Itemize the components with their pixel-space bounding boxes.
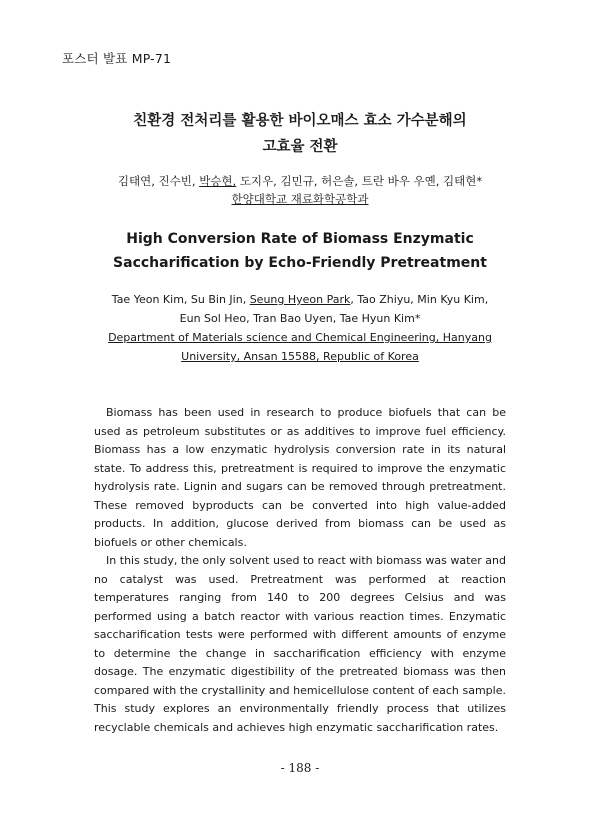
korean-authors-block — [0, 172, 600, 208]
page-number: - 188 - — [280, 761, 320, 775]
english-presenter-name: Seung Hyeon Park — [249, 293, 351, 306]
session-label: 포스터 발표 MP-71 — [62, 51, 172, 66]
english-authors-before: Tae Yeon Kim, Su Bin Jin, — [111, 293, 250, 306]
abstract-paragraph-1: Biomass has been used in research to produce biofuels that can be used as petroleum substitutes or as additives to improve fuel efficiency. Biomass has a low enzymatic hydrolysis conversion rate in its natural state. To address this, pretreatment is required to improve the enzymatic hydrolysis rate. Lignin and sugars can be removed through pretreatment. These removed byproducts can be converted into high value-added products. In addition, glucose derived from biomass can be used as biofuels or other chemicals. — [94, 406, 506, 549]
abstract-paragraph-2: In this study, the only solvent used to react with biomass was water and no catalyst was used. Pretreatment was performed at reaction temperatures ranging from 140 to 200 degrees Celsius and was performed using a batch reactor with various reaction times. Enzymatic saccharification tests were performed with different amounts of enzyme to determine the change in saccharification efficiency with enzyme dosage. The enzymatic digestibility of the pretreated biomass was then compared with the crystallinity and hemicellulose content of each sample. This study explores an environmentally friendly process that utilizes recyclable chemicals and achieves high enzymatic saccharification rates. — [94, 554, 506, 734]
english-title-line2: Saccharification by Echo-Friendly Pretreatment — [113, 255, 487, 271]
korean-title — [0, 108, 600, 160]
korean-authors-before: 김태연, 진수빈, — [117, 174, 200, 188]
english-title-line1: High Conversion Rate of Biomass Enzymatic — [126, 231, 474, 247]
korean-authors-after: 도지우, 김민규, 허은솔, 트란 바우 우옌, 김태현* — [236, 174, 483, 188]
english-affiliation-line2: University, Ansan 15588, Republic of Korea — [181, 350, 419, 363]
english-affiliation-line1: Department of Materials science and Chemical Engineering, Hanyang — [108, 331, 492, 344]
korean-presenter-name: 박승현, — [199, 174, 237, 188]
english-authors-line2: Eun Sol Heo, Tran Bao Uyen, Tae Hyun Kim* — [179, 312, 421, 325]
korean-title-line1: 친환경 전처리를 활용한 바이오매스 효소 가수분해의 — [133, 113, 467, 129]
english-authors-after: , Tao Zhiyu, Min Kyu Kim, — [350, 293, 489, 306]
korean-affiliation: 한양대학교 재료화학공학과 — [231, 192, 369, 206]
korean-title-line2: 고효율 전환 — [262, 139, 338, 155]
korean-authors — [0, 172, 600, 190]
english-authors-line1 — [0, 290, 600, 309]
abstract-body — [94, 404, 506, 737]
english-authors-block — [0, 290, 600, 366]
english-title — [0, 227, 600, 275]
